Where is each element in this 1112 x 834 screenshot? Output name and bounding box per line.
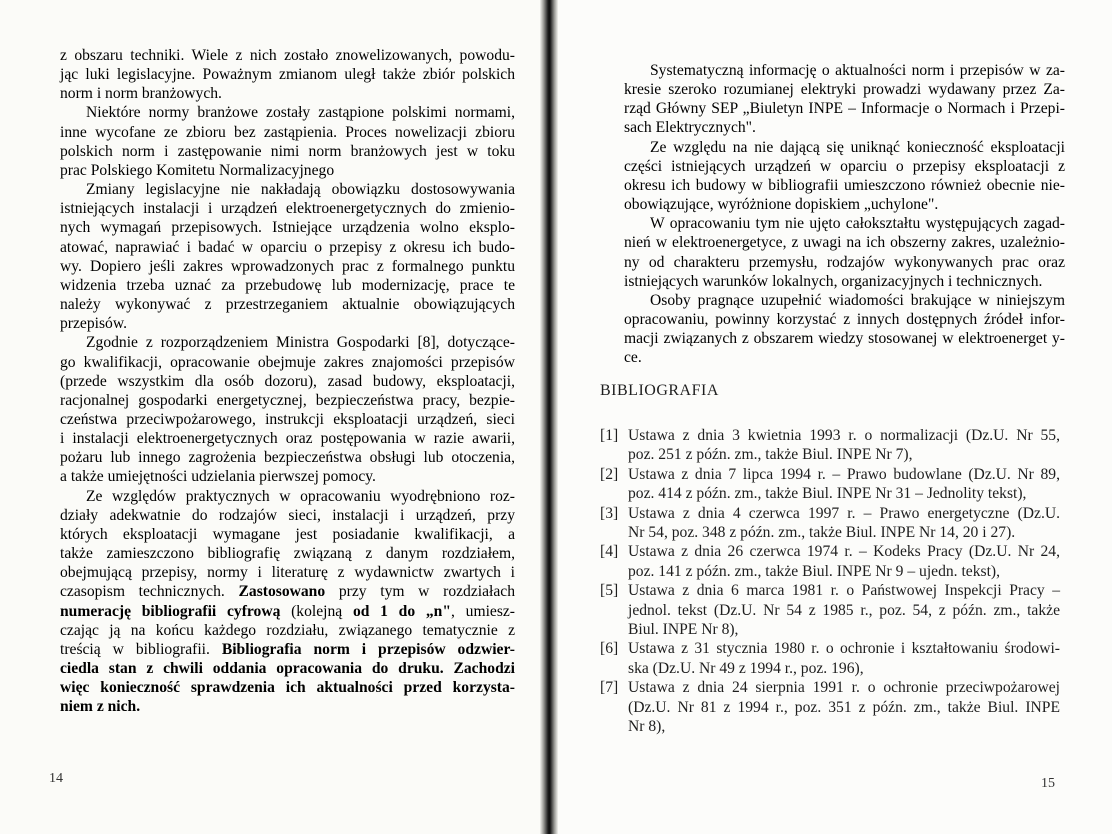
entry-number: [6]	[600, 640, 619, 658]
text-line: z obszaru techniki. Wiele z nich zostało znowelizowanych, powodu-	[60, 47, 515, 64]
entry-line: Ustawa z dnia 24 sierpnia 1991 r. o ochronie przeciwpożarowej	[628, 679, 1060, 697]
text-line: W opracowaniu tym nie ujęto całokształtu występujących zagad-	[650, 215, 1065, 233]
text-line: sach Elektrycznych".	[624, 119, 756, 137]
entry-line: poz. 141 z późn. zm., także Biul. INPE Nr 9 – ujedn. tekst),	[628, 562, 1001, 580]
text-line: Zgodnie z rozporządzeniem Ministra Gospodarki [8], dotyczące-	[86, 334, 515, 352]
text-line: Zmiany legislacyjne nie nakładają obowiązku dostosowywania	[86, 181, 515, 199]
bibliography-entry	[600, 504, 1060, 543]
text-line: numerację bibliografii cyfrową (kolejną od 1 do „n", umiesz-	[60, 602, 516, 620]
text-line: norm i norm branżowych.	[60, 85, 222, 103]
text-line: i instalacji elektroenergetycznych oraz postępowania w razie awarii,	[60, 430, 515, 448]
entry-number: [5]	[600, 582, 619, 600]
text-line: prac Polskiego Komitetu Normalizacyjnego	[60, 161, 335, 179]
text-line: istniejących instalacji i urządzeń elektroenergetycznych do zmienio-	[60, 200, 515, 218]
bold-phrase: numerację bibliografii cyfrową	[60, 602, 281, 620]
text-line: ciedla stan z chwili oddania opracowania do druku. Zachodzi	[60, 660, 515, 677]
text-line: Osoby pragnące uzupełnić wiadomości brakujące w niniejszym	[650, 291, 1065, 309]
text-line: atować, naprawiać i badać w oparciu o przepisy z okresu ich budo-	[60, 238, 515, 256]
entry-line: jednol. tekst (Dz.U. Nr 54 z 1985 r., poz. 54, z późn. zm., także	[628, 601, 1060, 619]
entry-number: [4]	[600, 543, 619, 561]
text-line: ce.	[624, 349, 642, 367]
bibliography-entry	[600, 639, 1060, 678]
text-line: (przede wszystkim dla osób dozoru), zasad budowy, eksploatacji,	[60, 372, 515, 390]
entry-line: Ustawa z 31 stycznia 1980 r. o ochronie i kształtowaniu środowi-	[628, 640, 1060, 658]
text-line: części istniejących urządzeń w oparciu o przepisy eksploatacji z	[624, 157, 1065, 175]
text-line: macji związanych z obszarem wiedzy stosowanej w elektroenerget y-	[624, 330, 1065, 348]
bold-phrase: od 1 do „n"	[352, 602, 452, 620]
bibliography-entry	[600, 542, 1060, 581]
text-line: czeństwa przeciwpożarowego, instrukcji eksploatacji urządzeń, sieci	[60, 410, 515, 428]
text-line: pożaru lub innego zagrożenia bezpieczeństwa obsługi lub otoczenia,	[60, 449, 515, 467]
text-line: Ze względów praktycznych w opracowaniu wyodrębniono roz-	[86, 487, 515, 505]
entry-line: Ustawa z dnia 3 kwietnia 1993 r. o normalizacji (Dz.U. Nr 55,	[628, 427, 1060, 444]
text-line: widzenia trzeba uznać za przebudowę lub modernizację, prace te	[60, 276, 515, 294]
bibliography-list	[600, 426, 1060, 737]
bibliography-entry	[600, 426, 1060, 465]
text-line: istniejących warunków lokalnych, organizacyjnych i technicznych.	[624, 272, 1043, 290]
text-line: więc konieczność sprawdzenia ich aktualności przed korzysta-	[60, 679, 515, 697]
text-line: racjonalnej gospodarki energetycznej, bezpieczeństwa pracy, bezpie-	[60, 391, 515, 409]
text-line: obejmującą przepisy, normy i literaturę z wydawnictw zwartych i	[60, 564, 515, 582]
page-number-right: 15	[1041, 776, 1055, 791]
entry-line: Biul. INPE Nr 8),	[628, 621, 739, 639]
page-number-left: 14	[49, 771, 63, 786]
bold-phrase: Zastosowano	[238, 583, 326, 601]
text-line: Systematyczną informację o aktualności norm i przepisów w za-	[650, 62, 1065, 79]
text-line: nień w elektroenergetyce, z uwagi na ich obszerny zakres, uzależnio-	[624, 234, 1065, 252]
bibliography-entry	[600, 678, 1060, 736]
text-line: przepisów.	[60, 315, 127, 333]
text-line: Ze względu na nie dającą się uniknąć konieczność eksploatacji	[650, 138, 1065, 156]
bibliography-entry	[600, 581, 1060, 639]
bold-phrase: Bibliografia norm i przepisów odzwier-	[221, 640, 515, 658]
text-line: których eksploatacji wymagane jest posiadanie kwalifikacji, a	[60, 525, 515, 543]
entry-line: poz. 251 z późn. zm., także Biul. INPE Nr 7),	[628, 446, 913, 464]
entry-line: (Dz.U. Nr 81 z 1994 r., poz. 351 z późn. zm., także Biul. INPE	[628, 698, 1060, 716]
text-line: także zamieszczono bibliografię związaną z danym rozdziałem,	[60, 545, 515, 563]
text-line: niem z nich.	[60, 698, 141, 716]
left-page-body	[60, 46, 515, 716]
text-line: inne wycofane ze zbioru bez zastąpienia. Proces nowelizacji zbioru	[60, 123, 515, 141]
right-page-body	[624, 61, 1065, 368]
text-line: kresie szeroko rozumianej elektryki prowadzi wydawany przez Za-	[624, 81, 1065, 99]
text-line: treścią w bibliografii. Bibliografia norm i przepisów odzwier-	[60, 640, 515, 658]
entry-number: [3]	[600, 504, 619, 522]
text-line: go kwalifikacji, opracowanie obejmuje zakres znajomości przepisów	[60, 353, 515, 371]
text-line: Niektóre normy branżowe zostały zastąpione polskimi normami,	[86, 104, 515, 122]
entry-line: Ustawa z dnia 7 lipca 1994 r. – Prawo budowlane (Dz.U. Nr 89,	[628, 465, 1060, 483]
text-line: opracowaniu, powinny korzystać z innych dostępnych źródeł infor-	[624, 311, 1065, 329]
entry-line: Ustawa z dnia 26 czerwca 1974 r. – Kodeks Pracy (Dz.U. Nr 24,	[628, 543, 1060, 561]
text-line: ny od charakteru przemysłu, rodzajów wykonywanych prac oraz	[624, 253, 1065, 271]
text-line: czasopism technicznych. Zastosowano przy tym w rozdziałach	[60, 583, 515, 601]
text-line: rząd Główny SEP „Biuletyn INPE – Informacje o Normach i Przepi-	[624, 100, 1065, 118]
text-line: obowiązujące, wyróżnione dopiskiem „uchylone".	[624, 196, 939, 214]
entry-number: [2]	[600, 465, 619, 483]
entry-number: [7]	[600, 679, 619, 697]
text-line: okresu ich budowy w bibliografii umieszczono również obecnie nie-	[624, 176, 1065, 194]
bibliography-heading: BIBLIOGRAFIA	[600, 382, 719, 399]
text-line: działy adekwatnie do rodzajów sieci, instalacji i urządzeń, przy	[60, 506, 515, 524]
text-line: a także umiejętności udzielania pierwszej pomocy.	[60, 468, 376, 486]
book-gutter	[540, 0, 558, 834]
entry-line: Nr 54, poz. 348 z późn. zm., także Biul. INPE Nr 14, 20 i 27).	[628, 524, 1016, 542]
entry-line: Ustawa z dnia 4 czerwca 1997 r. – Prawo energetyczne (Dz.U.	[628, 504, 1060, 522]
text-line: należy wykonywać z przestrzeganiem aktualnie obowiązujących	[60, 296, 515, 314]
bibliography-entry	[600, 465, 1060, 504]
entry-line: ska (Dz.U. Nr 49 z 1994 r., poz. 196),	[628, 659, 864, 677]
text-line: polskich norm i zastępowanie nimi norm branżowych jest w toku	[60, 142, 515, 160]
text-line: nych wymagań przepisowych. Istniejące urządzenia wolno eksplo-	[60, 219, 515, 237]
entry-line: Ustawa z dnia 6 marca 1981 r. o Państwowej Inspekcji Pracy –	[628, 582, 1060, 600]
entry-number: [1]	[600, 427, 619, 444]
text-line: wy. Dopiero jeśli zakres wprowadzonych prac z formalnego punktu	[60, 257, 515, 275]
text-line: jąc luki legislacyjne. Poważnym zmianom uległ także zbiór polskich	[60, 66, 515, 84]
entry-line: poz. 414 z późn. zm., także Biul. INPE Nr 31 – Jednolity tekst),	[628, 485, 1027, 503]
entry-line: Nr 8),	[628, 718, 666, 736]
text-line: czając ją na końcu każdego rozdziału, związanego tematycznie z	[60, 621, 515, 639]
